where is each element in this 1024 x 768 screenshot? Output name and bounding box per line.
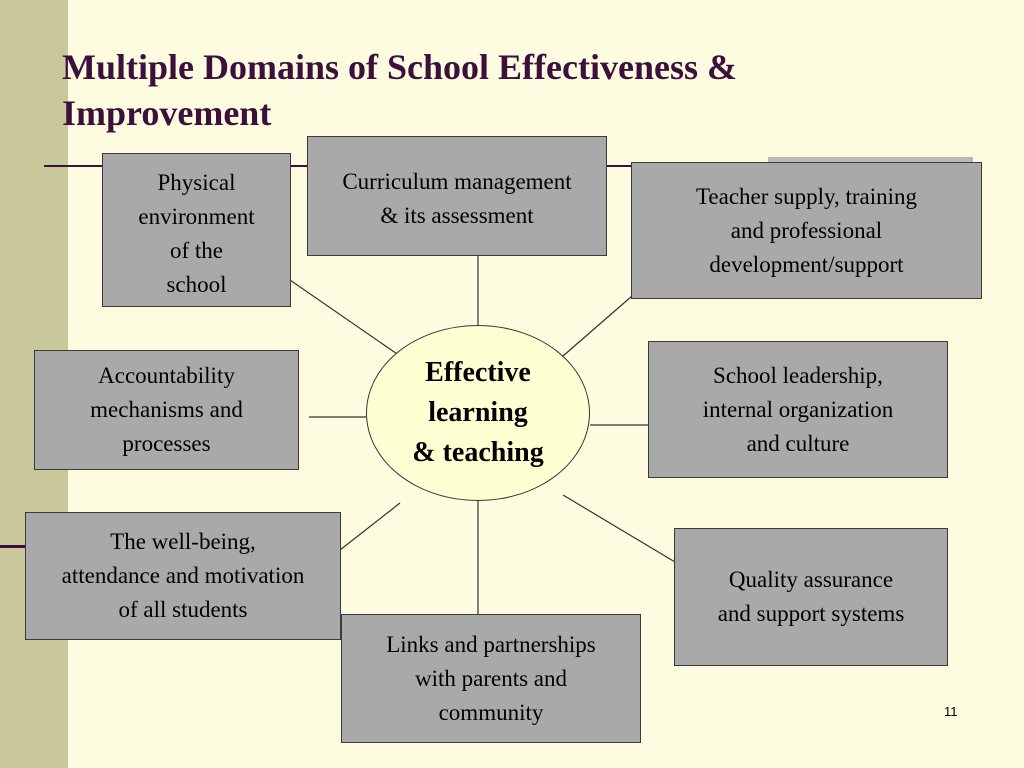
connector-physical — [290, 280, 400, 356]
domain-box-curriculum — [307, 136, 607, 256]
domain-box-teacher-supply — [631, 162, 982, 299]
domain-label-physical-environment: Physical environment of the school — [138, 170, 255, 297]
domain-label-partnerships: Links and partnerships with parents and community — [386, 631, 596, 725]
domain-box-quality-assurance — [674, 528, 948, 666]
domain-box-physical-environment — [102, 153, 291, 307]
center-circle-effective-learning — [366, 325, 590, 501]
domain-box-student-wellbeing — [25, 512, 341, 640]
domain-label-quality-assurance: Quality assurance and support systems — [717, 567, 905, 626]
domain-label-curriculum: Curriculum management & its assessment — [342, 169, 572, 228]
domain-label-leadership: School leadership, internal organization and culture — [702, 362, 894, 456]
connector-wellbeing — [340, 503, 400, 550]
slide-title-line-1: Multiple Domains of School Effectiveness & — [62, 47, 737, 87]
domain-box-accountability — [34, 350, 299, 470]
domain-label-accountability: Accountability mechanisms and processes — [90, 363, 243, 456]
center-label: Effective learning & teaching — [412, 357, 544, 468]
domain-box-partnerships — [341, 614, 641, 743]
domain-label-teacher-supply: Teacher supply, training and professional development/support — [695, 183, 918, 277]
connector-teacher — [563, 296, 632, 356]
connector-quality — [563, 495, 675, 562]
page-number: 11 — [944, 704, 958, 719]
domain-label-student-wellbeing: The well-being, attendance and motivation of all students — [61, 529, 305, 622]
slide-title-line-2: Improvement — [62, 93, 272, 133]
domain-box-leadership — [648, 341, 948, 478]
